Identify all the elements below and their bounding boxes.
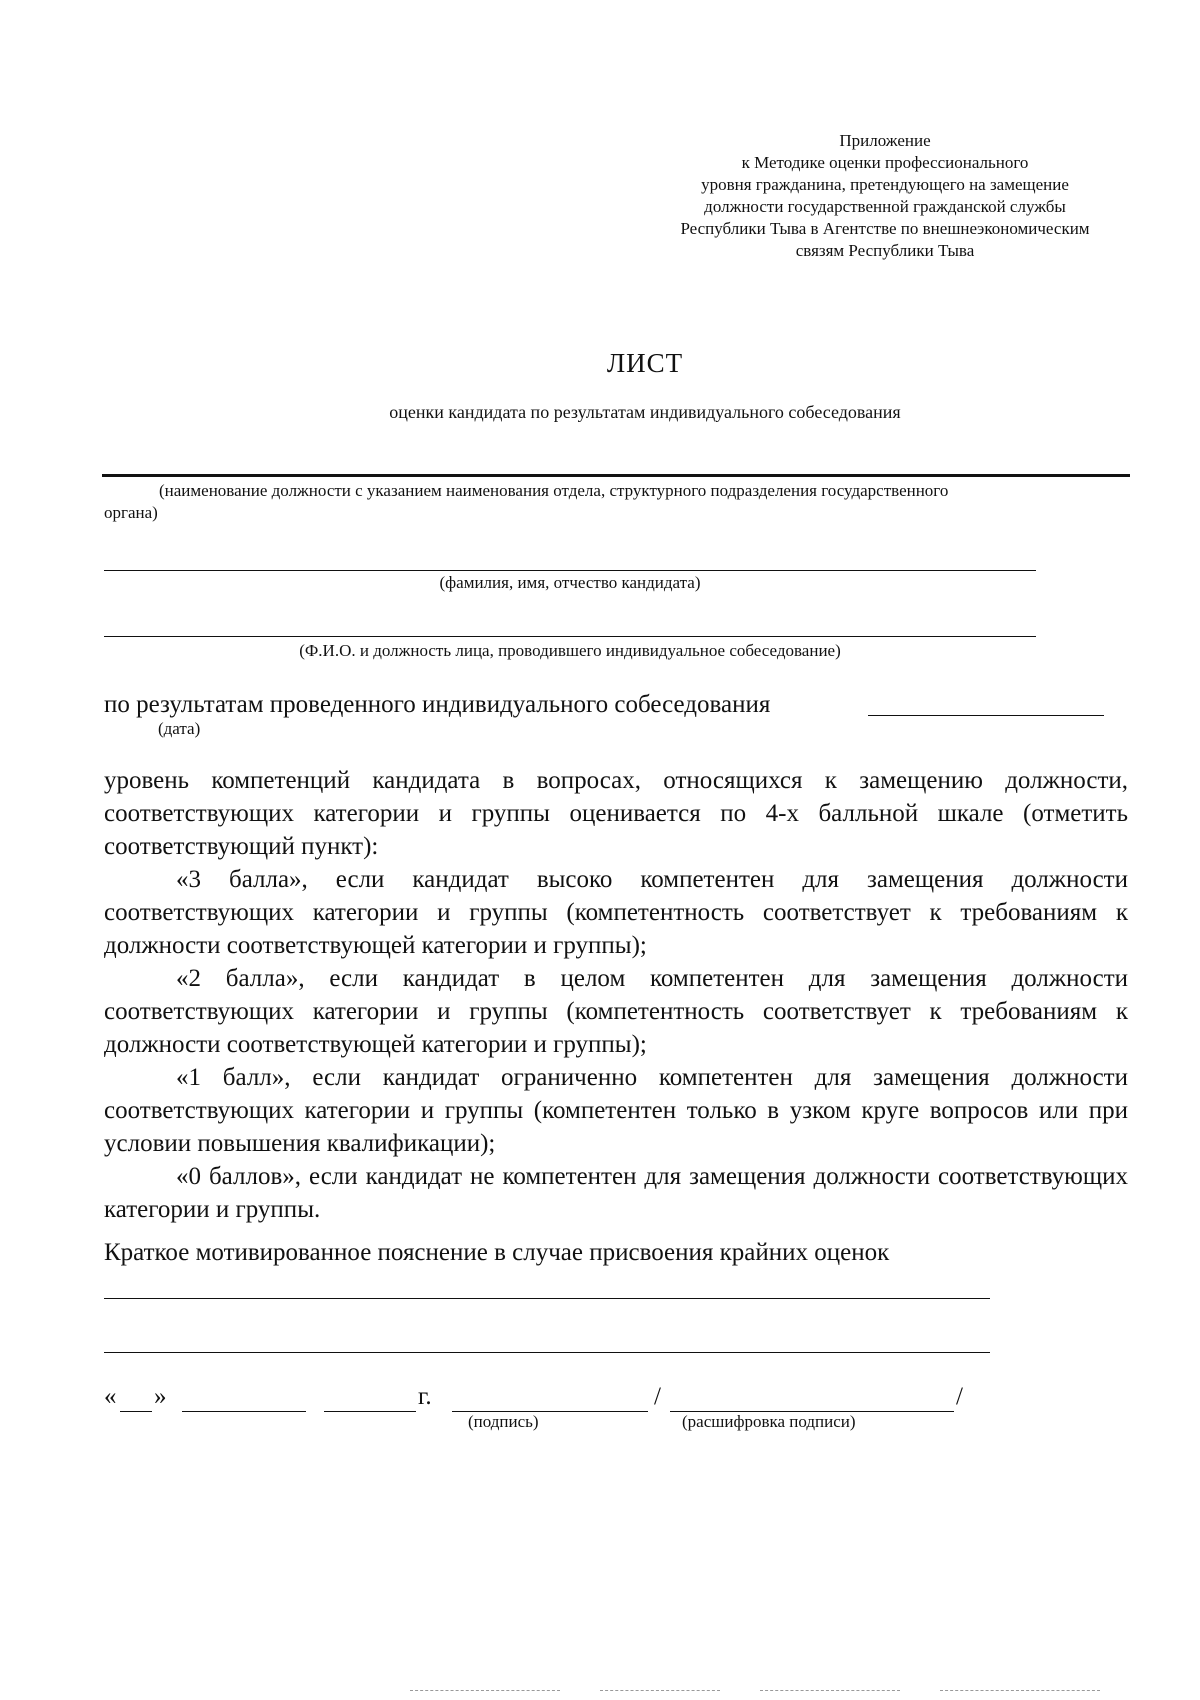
appendix-line: Приложение <box>839 131 931 150</box>
explanation-text: Краткое мотивированное пояснение в случае присвоения крайних оценок <box>104 1239 890 1266</box>
candidate-name-field-line[interactable] <box>104 570 1036 571</box>
position-caption-line2: органа) <box>104 503 158 522</box>
assessment-intro: уровень компетенций кандидата в вопросах, относящихся к замещению должности, соответствующих категории и группы оценивается по 4-х балльной шкале (отметить соответствующий пункт): <box>104 767 1128 860</box>
document-title: ЛИСТ <box>606 348 684 378</box>
scan-artifact <box>760 1690 900 1691</box>
document-subtitle: оценки кандидата по результатам индивидуального собеседования <box>389 402 901 422</box>
position-caption-line1: (наименование должности с указанием наименования отдела, структурного подразделения государственного <box>159 481 949 500</box>
assessment-item-2: «2 балла», если кандидат в целом компетентен для замещения должности соответствующих категории и группы (компетентность соответствует к требованиям к должности соответствующей категории и группы); <box>104 965 1128 1058</box>
explanation-field-line-2[interactable] <box>104 1352 990 1353</box>
signature-slash-left: / <box>654 1383 661 1410</box>
assessment-item-3: «3 балла», если кандидат высоко компетентен для замещения должности соответствующих категории и группы (компетентность соответствует к требованиям к должности соответствующей категории и группы); <box>104 866 1128 959</box>
appendix-line: к Методике оценки профессионального <box>741 153 1029 172</box>
signature-slash-right: / <box>956 1383 963 1410</box>
position-field-line[interactable] <box>102 474 1130 477</box>
appendix-line: должности государственной гражданской службы <box>704 197 1066 216</box>
explanation-field-line-1[interactable] <box>104 1298 990 1299</box>
day-field-line[interactable] <box>120 1411 152 1412</box>
appendix-header <box>620 130 1150 262</box>
assessment-item-0: «0 баллов», если кандидат не компетентен для замещения должности соответствующих категории и группы. <box>104 1163 1128 1223</box>
year-suffix: г. <box>418 1383 432 1410</box>
assessment-item-1: «1 балл», если кандидат ограниченно компетентен для замещения должности соответствующих категории и группы (компетентен только в узком круге вопросов или при условии повышения квалификации); <box>104 1064 1128 1157</box>
date-quote-close: » <box>154 1383 167 1410</box>
signature-row <box>104 1383 1004 1423</box>
signature-decode-caption: (расшифровка подписи) <box>682 1412 856 1431</box>
position-field-caption <box>104 480 1134 524</box>
interviewer-field-line[interactable] <box>104 636 1036 637</box>
interviewer-caption: (Ф.И.О. и должность лица, проводившего индивидуальное собеседование) <box>299 641 841 660</box>
assessment-block <box>104 764 1128 1226</box>
appendix-line: Республики Тыва в Агентстве по внешнеэкономическим <box>680 219 1090 238</box>
scan-artifact <box>410 1690 560 1691</box>
date-quote-open: « <box>104 1383 117 1410</box>
interview-date-field-line[interactable] <box>868 715 1104 716</box>
signature-caption: (подпись) <box>468 1412 539 1431</box>
month-field-line[interactable] <box>182 1411 306 1412</box>
appendix-line: связям Республики Тыва <box>795 241 975 260</box>
appendix-line: уровня гражданина, претендующего на замещение <box>701 175 1069 194</box>
scan-artifact <box>600 1690 720 1691</box>
year-field-line[interactable] <box>324 1411 416 1412</box>
scan-artifact <box>940 1690 1100 1691</box>
candidate-name-caption: (фамилия, имя, отчество кандидата) <box>439 573 701 592</box>
interview-result-text: по результатам проведенного индивидуального собеседования <box>104 691 771 718</box>
interview-date-caption: (дата) <box>158 719 201 738</box>
